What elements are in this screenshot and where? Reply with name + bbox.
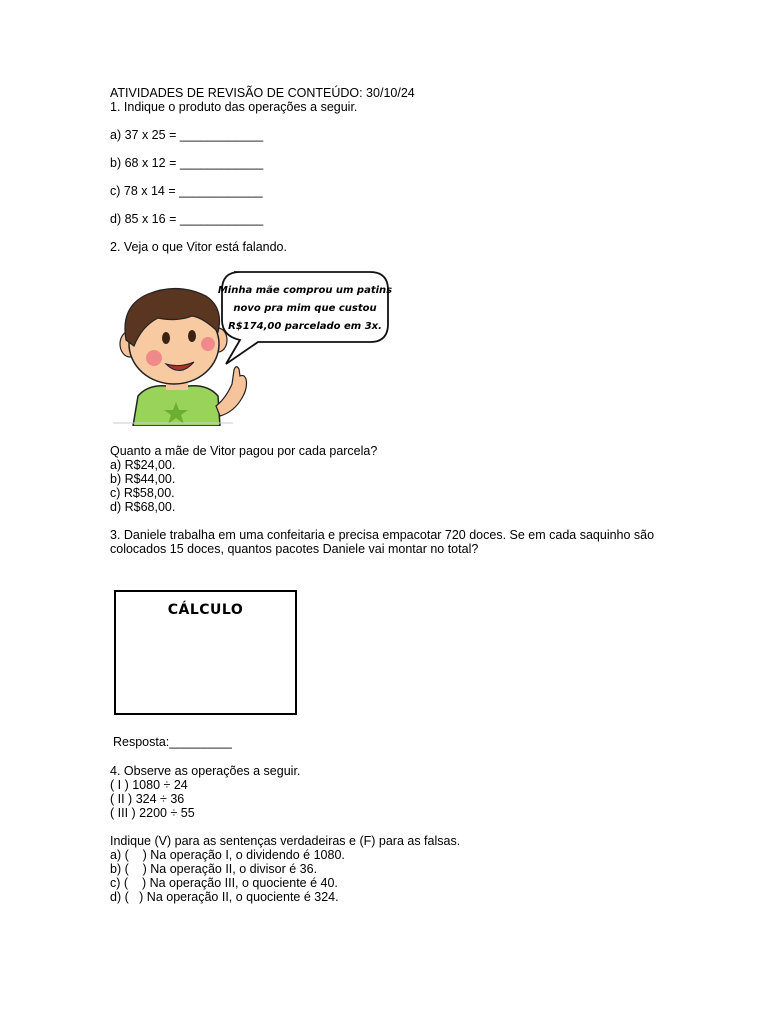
q4-instruction: Indique (V) para as sentenças verdadeiras e (F) para as falsas. [110,834,461,848]
q4-statement-a: a) ( ) Na operação I, o dividendo é 1080. [110,848,345,862]
speech-line-1: Minha mãe comprou um patins [217,285,393,296]
q4-prompt: 4. Observe as operações a seguir. [110,764,301,778]
q4-statement-b: b) ( ) Na operação II, o divisor é 36. [110,862,318,876]
q1-item-d: d) 85 x 16 = ____________ [110,212,264,226]
q4-operation-3: ( III ) 2200 ÷ 55 [110,806,195,820]
q1-item-c: c) 78 x 14 = ____________ [110,184,263,198]
q2-option-d: d) R$68,00. [110,500,176,514]
q1-prompt: 1. Indique o produto das operações a seguir. [110,100,358,114]
calculation-box [114,590,297,715]
speech-line-3: R$174,00 parcelado em 3x. [228,321,382,332]
calculation-box-title: CÁLCULO [167,602,244,618]
q4-statement-c: c) ( ) Na operação III, o quociente é 40. [110,876,338,890]
q2-prompt: 2. Veja o que Vitor está falando. [110,240,287,254]
q3-answer-line: Resposta:_________ [113,735,232,749]
vitor-illustration [108,266,393,426]
q4-operation-1: ( I ) 1080 ÷ 24 [110,778,188,792]
q4-statement-d: d) ( ) Na operação II, o quociente é 324. [110,890,339,904]
q2-option-b: b) R$44,00. [110,472,176,486]
q3-prompt: 3. Daniele trabalha em uma confeitaria e precisa empacotar 720 doces. Se em cada saquinho são colocados 15 doces, quantos pacotes Daniele vai montar no total? [110,528,655,556]
q1-item-a: a) 37 x 25 = ____________ [110,128,264,142]
q4-operation-2: ( II ) 324 ÷ 36 [110,792,185,806]
page-title: ATIVIDADES DE REVISÃO DE CONTEÚDO: 30/10/24 [110,86,415,100]
speech-line-2: novo pra mim que custou [233,303,377,314]
q2-option-a: a) R$24,00. [110,458,176,472]
raised-arm [216,367,247,416]
q1-item-b: b) 68 x 12 = ____________ [110,156,264,170]
q2-question: Quanto a mãe de Vitor pagou por cada parcela? [110,444,378,458]
q2-option-c: c) R$58,00. [110,486,175,500]
